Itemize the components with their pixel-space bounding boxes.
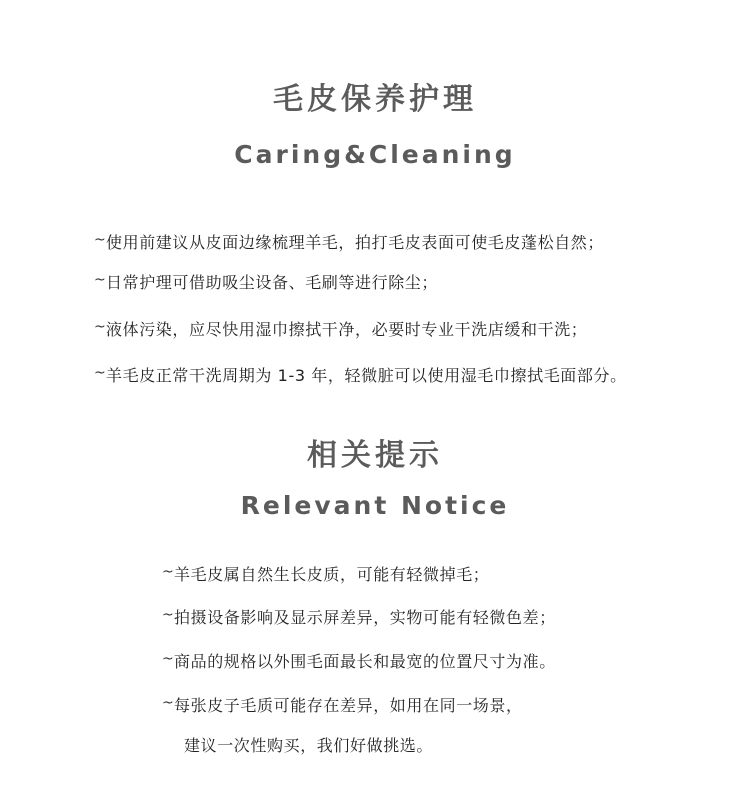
tilde-bullet-icon: ~ [162,607,175,623]
tilde-bullet-icon: ~ [94,365,107,381]
tilde-bullet-icon: ~ [162,564,175,580]
tilde-bullet-icon: ~ [94,319,107,335]
care-tip-text: 日常护理可借助吸尘设备、毛刷等进行除尘； [106,273,439,292]
tilde-bullet-icon: ~ [94,272,107,288]
notice-text: 拍摄设备影响及显示屏差异，实物可能有轻微色差； [174,608,556,627]
section1-title-en: Caring&Cleaning [234,140,516,169]
care-tip-1 [94,228,604,255]
care-tip-2 [94,268,438,295]
tilde-bullet-icon: ~ [162,695,175,711]
care-tip-4 [94,361,627,388]
section2-title-en: Relevant Notice [240,491,510,520]
care-tip-3 [94,315,587,342]
section2-title-cn: 相关提示 [307,438,443,473]
care-tip-text: 羊毛皮正常干洗周期为 1-3 年，轻微脏可以使用湿毛巾擦拭毛面部分。 [106,366,627,385]
notice-item-4 [162,691,523,718]
notice-text: 羊毛皮属自然生长皮质，可能有轻微掉毛； [174,565,490,584]
tilde-bullet-icon: ~ [162,651,175,667]
care-tip-text: 使用前建议从皮面边缘梳理羊毛，拍打毛皮表面可使毛皮蓬松自然； [106,233,605,252]
notice-item-4-continuation: 建议一次性购买，我们好做挑选。 [184,736,434,755]
notice-item-1 [162,560,489,587]
tilde-bullet-icon: ~ [94,232,107,248]
notice-text: 每张皮子毛质可能存在差异，如用在同一场景， [174,696,523,715]
notice-item-3 [162,647,556,674]
section1-title-cn: 毛皮保养护理 [273,82,477,117]
notice-text: 商品的规格以外围毛面最长和最宽的位置尺寸为准。 [174,652,556,671]
notice-item-2 [162,603,556,630]
care-tip-text: 液体污染，应尽快用湿巾擦拭干净，必要时专业干洗店缓和干洗； [106,320,588,339]
